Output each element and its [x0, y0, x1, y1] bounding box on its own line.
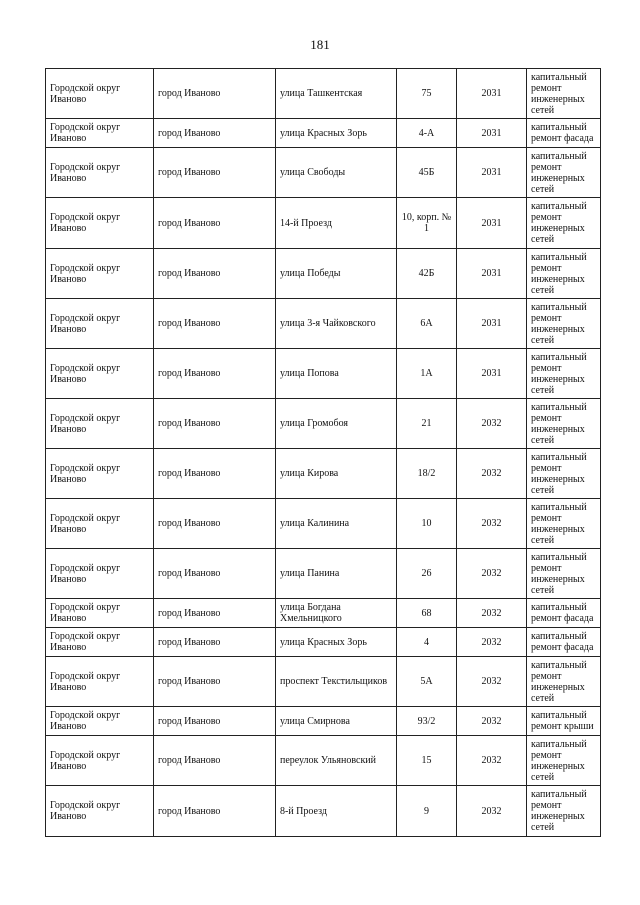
year-cell: 2032 — [457, 449, 527, 499]
table-row — [46, 148, 601, 198]
year-cell: 2032 — [457, 549, 527, 599]
year-cell: 2032 — [457, 736, 527, 786]
city-cell: город Иваново — [154, 599, 276, 628]
year-cell: 2031 — [457, 249, 527, 299]
city-cell: город Иваново — [154, 299, 276, 349]
repair-schedule-table — [45, 68, 601, 837]
street-cell: улица Калинина — [276, 499, 397, 549]
year-cell: 2031 — [457, 148, 527, 198]
city-cell: город Иваново — [154, 736, 276, 786]
table-row — [46, 299, 601, 349]
street-cell: переулок Ульяновский — [276, 736, 397, 786]
district-cell: Городской округ Иваново — [46, 299, 154, 349]
table-row — [46, 707, 601, 736]
street-cell: улица Ташкентская — [276, 69, 397, 119]
house-number-cell: 10, корп. № 1 — [397, 198, 457, 249]
work-type-cell: капитальный ремонт инженерных сетей — [527, 148, 601, 198]
year-cell: 2031 — [457, 69, 527, 119]
district-cell: Городской округ Иваново — [46, 449, 154, 499]
page-number: 181 — [310, 37, 330, 52]
table-row — [46, 449, 601, 499]
district-cell: Городской округ Иваново — [46, 549, 154, 599]
table-row — [46, 786, 601, 837]
district-cell: Городской округ Иваново — [46, 736, 154, 786]
work-type-cell: капитальный ремонт инженерных сетей — [527, 249, 601, 299]
city-cell: город Иваново — [154, 349, 276, 399]
house-number-cell: 45Б — [397, 148, 457, 198]
district-cell: Городской округ Иваново — [46, 657, 154, 707]
work-type-cell: капитальный ремонт фасада — [527, 628, 601, 657]
street-cell: улица Победы — [276, 249, 397, 299]
table-row — [46, 736, 601, 786]
street-cell: улица Кирова — [276, 449, 397, 499]
district-cell: Городской округ Иваново — [46, 198, 154, 249]
year-cell: 2032 — [457, 499, 527, 549]
house-number-cell: 75 — [397, 69, 457, 119]
house-number-cell: 42Б — [397, 249, 457, 299]
city-cell: город Иваново — [154, 786, 276, 837]
work-type-cell: капитальный ремонт фасада — [527, 119, 601, 148]
work-type-cell: капитальный ремонт инженерных сетей — [527, 299, 601, 349]
city-cell: город Иваново — [154, 707, 276, 736]
street-cell: улица Попова — [276, 349, 397, 399]
city-cell: город Иваново — [154, 499, 276, 549]
street-cell: улица Богдана Хмельницкого — [276, 599, 397, 628]
house-number-cell: 26 — [397, 549, 457, 599]
year-cell: 2032 — [457, 599, 527, 628]
work-type-cell: капитальный ремонт инженерных сетей — [527, 657, 601, 707]
table-row — [46, 549, 601, 599]
district-cell: Городской округ Иваново — [46, 499, 154, 549]
year-cell: 2032 — [457, 657, 527, 707]
house-number-cell: 18/2 — [397, 449, 457, 499]
work-type-cell: капитальный ремонт фасада — [527, 599, 601, 628]
table-row — [46, 69, 601, 119]
work-type-cell: капитальный ремонт инженерных сетей — [527, 499, 601, 549]
year-cell: 2031 — [457, 198, 527, 249]
house-number-cell: 93/2 — [397, 707, 457, 736]
street-cell: улица Свободы — [276, 148, 397, 198]
district-cell: Городской округ Иваново — [46, 349, 154, 399]
table-row — [46, 499, 601, 549]
year-cell: 2032 — [457, 628, 527, 657]
house-number-cell: 21 — [397, 399, 457, 449]
street-cell: проспект Текстильщиков — [276, 657, 397, 707]
work-type-cell: капитальный ремонт инженерных сетей — [527, 69, 601, 119]
city-cell: город Иваново — [154, 399, 276, 449]
house-number-cell: 1А — [397, 349, 457, 399]
district-cell: Городской округ Иваново — [46, 707, 154, 736]
city-cell: город Иваново — [154, 148, 276, 198]
district-cell: Городской округ Иваново — [46, 786, 154, 837]
city-cell: город Иваново — [154, 449, 276, 499]
house-number-cell: 4 — [397, 628, 457, 657]
district-cell: Городской округ Иваново — [46, 69, 154, 119]
year-cell: 2031 — [457, 119, 527, 148]
district-cell: Городской округ Иваново — [46, 148, 154, 198]
house-number-cell: 4-А — [397, 119, 457, 148]
street-cell: 14-й Проезд — [276, 198, 397, 249]
table-row — [46, 349, 601, 399]
city-cell: город Иваново — [154, 69, 276, 119]
house-number-cell: 10 — [397, 499, 457, 549]
table-row — [46, 119, 601, 148]
house-number-cell: 68 — [397, 599, 457, 628]
house-number-cell: 15 — [397, 736, 457, 786]
district-cell: Городской округ Иваново — [46, 119, 154, 148]
table-body — [46, 69, 601, 837]
street-cell: улица Громобоя — [276, 399, 397, 449]
street-cell: улица Панина — [276, 549, 397, 599]
table-row — [46, 198, 601, 249]
street-cell: улица Красных Зорь — [276, 628, 397, 657]
house-number-cell: 9 — [397, 786, 457, 837]
city-cell: город Иваново — [154, 249, 276, 299]
street-cell: улица 3-я Чайковского — [276, 299, 397, 349]
year-cell: 2032 — [457, 707, 527, 736]
city-cell: город Иваново — [154, 198, 276, 249]
work-type-cell: капитальный ремонт инженерных сетей — [527, 449, 601, 499]
street-cell: улица Красных Зорь — [276, 119, 397, 148]
table-row — [46, 657, 601, 707]
year-cell: 2032 — [457, 399, 527, 449]
house-number-cell: 6А — [397, 299, 457, 349]
city-cell: город Иваново — [154, 657, 276, 707]
year-cell: 2031 — [457, 299, 527, 349]
work-type-cell: капитальный ремонт инженерных сетей — [527, 349, 601, 399]
house-number-cell: 5А — [397, 657, 457, 707]
street-cell: 8-й Проезд — [276, 786, 397, 837]
district-cell: Городской округ Иваново — [46, 249, 154, 299]
year-cell: 2032 — [457, 786, 527, 837]
work-type-cell: капитальный ремонт инженерных сетей — [527, 736, 601, 786]
table-row — [46, 399, 601, 449]
work-type-cell: капитальный ремонт инженерных сетей — [527, 399, 601, 449]
table-row — [46, 628, 601, 657]
work-type-cell: капитальный ремонт инженерных сетей — [527, 198, 601, 249]
city-cell: город Иваново — [154, 549, 276, 599]
work-type-cell: капитальный ремонт инженерных сетей — [527, 786, 601, 837]
table-row — [46, 599, 601, 628]
table-row — [46, 249, 601, 299]
district-cell: Городской округ Иваново — [46, 599, 154, 628]
street-cell: улица Смирнова — [276, 707, 397, 736]
city-cell: город Иваново — [154, 119, 276, 148]
work-type-cell: капитальный ремонт инженерных сетей — [527, 549, 601, 599]
city-cell: город Иваново — [154, 628, 276, 657]
year-cell: 2031 — [457, 349, 527, 399]
work-type-cell: капитальный ремонт крыши — [527, 707, 601, 736]
district-cell: Городской округ Иваново — [46, 628, 154, 657]
district-cell: Городской округ Иваново — [46, 399, 154, 449]
